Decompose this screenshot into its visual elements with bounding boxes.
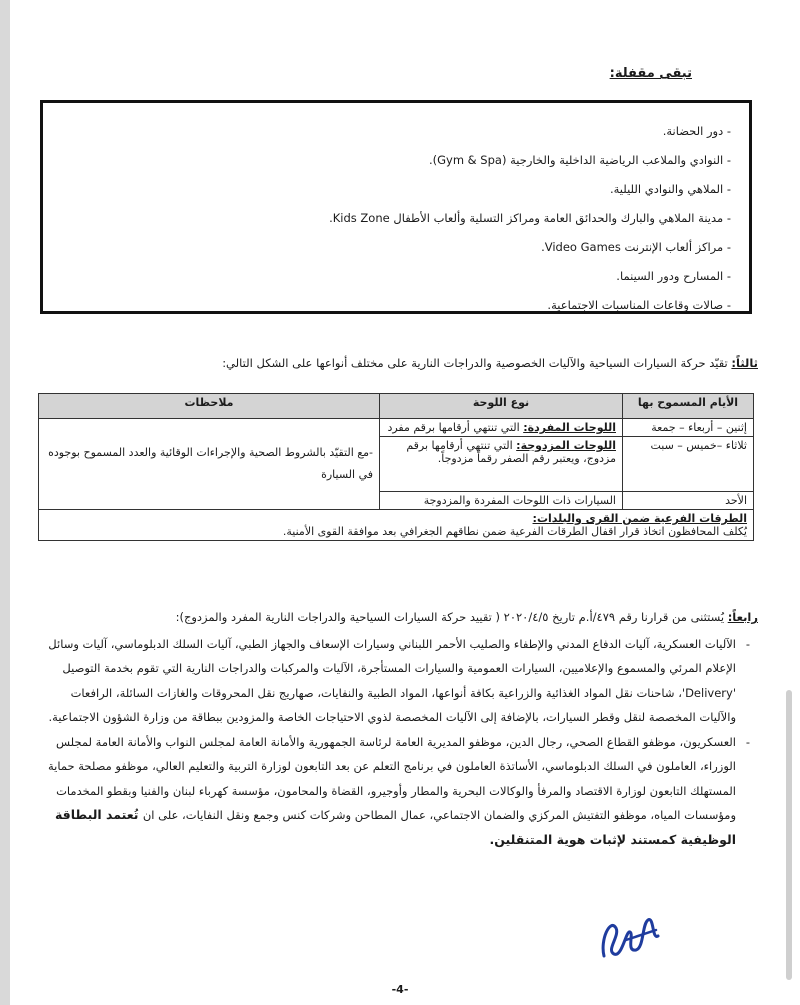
section-four-text: يُستثنى من قرارنا رقم ٤٧٩/أ.م تاريخ ٢٠٢٠/٤/٥ ( تقييد حركة السيارات السياحية والدراجات النارية المفرد والمزدوج): <box>175 610 728 624</box>
plate-label: اللوحات المفردة: <box>523 421 616 434</box>
section-four-intro <box>43 605 758 630</box>
table-header-row <box>39 394 754 419</box>
closed-item: - المسارح ودور السينما. <box>616 269 731 283</box>
subroads-text: يُكلف المحافظون اتخاذ قرار اقفال الطرقات الفرعية ضمن نطاقهم الجغرافي بعد موافقة القوى الأمنية. <box>282 525 747 538</box>
subroads-cell <box>39 510 754 541</box>
list-item: - الآليات العسكرية، آليات الدفاع المدني والإطفاء والصليب الأحمر اللبناني وسيارات الإسعاف والجهاز الطبي، آليات السلك الدبلوماسي، آليات وسائل الإعلام المرئي والمسموع والإعلاميين، السيارات العمومية والسيارات المستأجرة، الآليات والمركبات والدراجات النارية التي تقوم بخدمة التوصيل 'Delivery'، شاحنات نقل المواد الغذائية والزراعية بكافة أنواعها، المواد الطبية والنفايات، صهاريج نقل المحروقات والغازات السائلة، الرافعات والآليات المخصصة لنقل وقطر السيارات، بالإضافة إلى الآليات المخصصة لذوي الاحتياجات الخاصة والمزودين ببطاقة من وزارة الشؤون الاجتماعية. <box>43 632 736 730</box>
closed-item: - النوادي والملاعب الرياضية الداخلية والخارجية (Gym & Spa). <box>428 153 731 167</box>
exemptions-list <box>43 632 758 853</box>
header-notes: ملاحظات <box>39 394 380 419</box>
traffic-table <box>38 393 754 541</box>
bullet-bold-text: تُعتمد البطاقة الوظيفية كمستند لإثبات هوية المتنقلين. <box>54 807 736 847</box>
closed-item: - مدينة الملاهي والبارك والحدائق العامة ومراكز التسلية وألعاب الأطفال Kids Zone. <box>329 211 731 225</box>
row-plate <box>380 492 623 510</box>
section-four <box>43 605 758 852</box>
section-three <box>43 356 758 370</box>
closed-venues-box <box>40 100 752 314</box>
subroads-heading: الطرقات الفرعية ضمن القرى والبلدات: <box>532 512 747 525</box>
closed-item: - صالات وقاعات المناسبات الاجتماعية. <box>547 298 731 312</box>
page-number: -4- <box>391 983 409 996</box>
row-plate <box>380 437 623 492</box>
table-row <box>39 510 754 541</box>
scrollbar-thumb[interactable] <box>786 690 792 980</box>
plate-text: التي تنتهي أرقامها برقم مفرد <box>387 421 524 434</box>
signature <box>596 910 666 965</box>
header-days: الأيام المسموح بها <box>623 394 754 419</box>
row-days: ثلاثاء –خميس – سبت <box>623 437 754 492</box>
table-row <box>39 419 754 437</box>
closed-item: - الملاهي والنوادي الليلية. <box>609 182 731 196</box>
row-days: إثنين – أربعاء – جمعة <box>623 419 754 437</box>
section-four-label: رابعاً: <box>727 610 758 624</box>
list-item <box>43 730 736 853</box>
page-heading: تبقى مقفلة: <box>609 66 692 81</box>
row-plate <box>380 419 623 437</box>
closed-item: - دور الحضانة. <box>662 124 731 138</box>
plate-text: التي تنتهي أرقامها برقم مزدوج، ويعتبر رقم الصفر رقماً مزدوجاً. <box>406 439 616 465</box>
section-three-label: ثالثاً: <box>731 356 758 370</box>
page-edge <box>0 0 10 1005</box>
section-three-text: تقيّد حركة السيارات السياحية والآليات الخصوصية والدراجات النارية على مختلف أنواعها على الشكل التالي: <box>222 356 732 370</box>
row-days: الأحد <box>623 492 754 510</box>
plate-label: اللوحات المزدوجة: <box>516 439 616 452</box>
closed-item: - مراكز ألعاب الإنترنت Video Games. <box>541 240 731 254</box>
bullet-text: العسكريون، موظفو القطاع الصحي، رجال الدين، موظفو المديرية العامة لرئاسة الجمهورية والأمانة العامة لمجلس النواب والأمانة العامة لمجلس الوزراء، العاملون في السلك الدبلوماسي، الأساتذة العاملون في برنامج التعلم عن بعد التابعون لوزارة التربية والتعليم العالي، موظفو مصلحة حماية المستهلك التابعون لوزارة الاقتصاد والمرفأ والوكالات البحرية والمطار وأوجيرو، القضاة والمحامون، مؤسسة كهرباء لبنان والفنيا وبقطو المخدمات ومؤسسات المياه، موظفو التفتيش المركزي والضمان الاجتماعي، عمال المطاحن وشركات كنس وجمع ونقل النفايات، على ان <box>47 734 736 822</box>
notes-cell: -مع التقيّد بالشروط الصحية والإجراءات الوقائية والعدد المسموح بوجوده في السيارة <box>39 419 380 510</box>
header-plate: نوع اللوحة <box>380 394 623 419</box>
plate-text: السيارات ذات اللوحات المفردة والمزدوجة <box>423 494 616 507</box>
